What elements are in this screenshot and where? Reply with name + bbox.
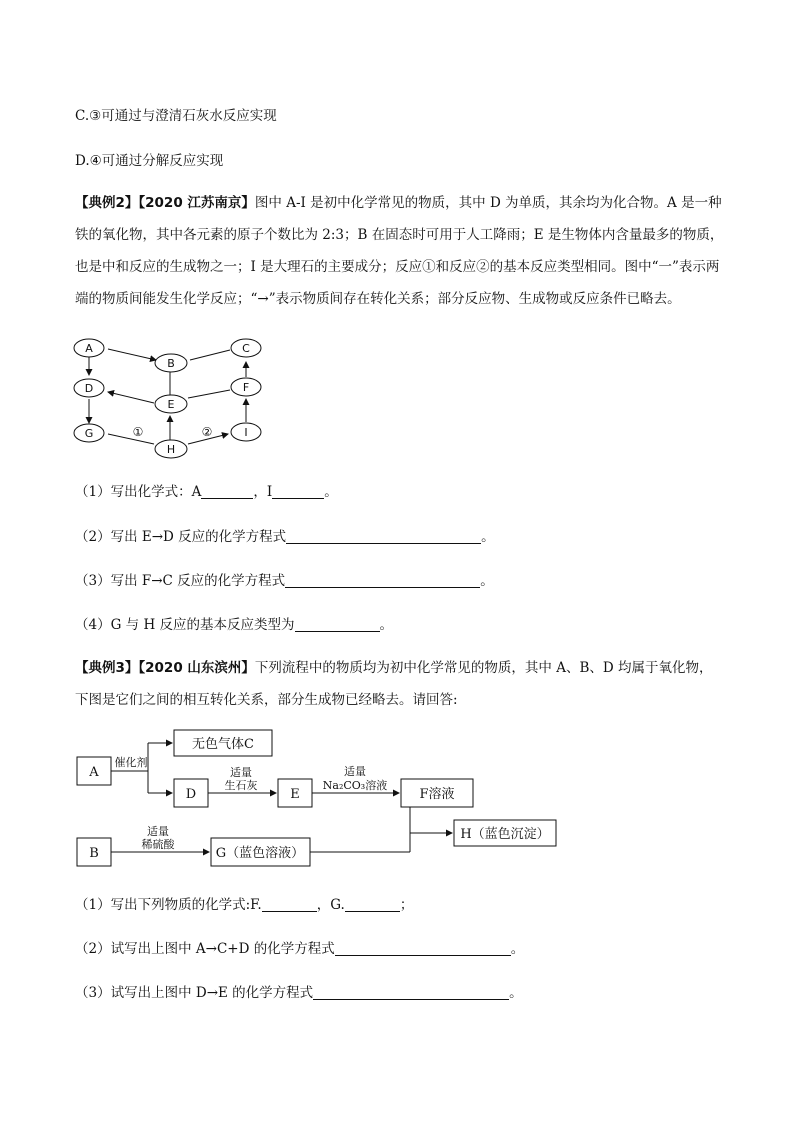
node-b-label: B xyxy=(167,357,175,370)
node-e-label: E xyxy=(167,398,175,411)
example2-tag: 【典例2】【2020 江苏南京】 xyxy=(75,195,255,211)
node-f-label: F xyxy=(242,381,250,394)
shiliang-label-3: 适量 xyxy=(147,825,169,838)
example3-flowchart xyxy=(70,720,570,872)
example3-q3: （3）试写出上图中 D→E 的化学方程式 。 xyxy=(75,985,523,1001)
h2so4-label: 稀硫酸 xyxy=(141,838,175,851)
example2-q2: （2）写出 E→D 反应的化学方程式 。 xyxy=(75,529,495,545)
example2-paragraph xyxy=(75,187,725,315)
box-e-label: E xyxy=(290,787,300,802)
example3-q1: （1）写出下列物质的化学式:F. ，G. ； xyxy=(75,897,414,913)
example2-q4: （4）G 与 H 反应的基本反应类型为 。 xyxy=(75,617,394,633)
box-h-label: H（蓝色沉淀） xyxy=(460,827,550,842)
example3-tag: 【典例3】【2020 山东滨州】 xyxy=(75,660,255,676)
option-c: C.③可通过与澄清石灰水反应实现 xyxy=(75,108,277,124)
box-c-label: 无色气体C xyxy=(192,737,254,752)
reaction-1-label: ① xyxy=(132,425,144,439)
na2co3-label: Na₂CO₃溶液 xyxy=(322,779,388,792)
example2-diagram xyxy=(70,332,270,460)
example3-q2: （2）试写出上图中 A→C+D 的化学方程式 。 xyxy=(75,941,525,957)
option-d: D.④可通过分解反应实现 xyxy=(75,153,224,169)
node-g-label: G xyxy=(84,427,94,440)
example2-q3: （3）写出 F→C 反应的化学方程式 。 xyxy=(75,573,494,589)
box-d-label: D xyxy=(185,787,197,802)
box-f-label: F溶液 xyxy=(419,787,455,802)
quicklime-label: 生石灰 xyxy=(224,779,258,792)
node-h-label: H xyxy=(166,443,176,456)
node-a-label: A xyxy=(85,342,93,355)
node-i-label: I xyxy=(244,426,248,439)
box-b-label: B xyxy=(89,846,99,861)
box-g-label: G（蓝色溶液） xyxy=(215,846,305,861)
catalyst-label: 催化剂 xyxy=(114,756,148,769)
example3-paragraph xyxy=(75,652,725,716)
box-a-label: A xyxy=(89,765,99,780)
node-d-label: D xyxy=(84,382,94,395)
reaction-2-label: ② xyxy=(201,425,213,439)
shiliang-label-2: 适量 xyxy=(344,765,366,778)
example2-q1: （1）写出化学式：A ，I 。 xyxy=(75,484,338,500)
example2-text: 图中 A-I 是初中化学常见的物质，其中 D 为单质，其余均为化合物。A 是一种铁的氧化物，其中各元素的原子个数比为 2:3；B 在固态时可用于人工降雨；E 是生物体内含量最多的物质，也是中和反应的生成物之一；I 是大理石的主要成分；反应①和反应②的基本反应类型相同。图中“一”表示两端的物质间能发生化学反应；“→”表示物质间存在转化关系；部分反应物、生成物或反应条件已略去。 xyxy=(75,195,724,307)
node-c-label: C xyxy=(242,342,250,355)
example3-text: 下列流程中的物质均为初中化学常见的物质，其中 A、B、D 均属于氧化物，下图是它们之间的相互转化关系，部分生成物已经略去。请回答: xyxy=(75,660,713,708)
shiliang-label-1: 适量 xyxy=(230,766,252,779)
